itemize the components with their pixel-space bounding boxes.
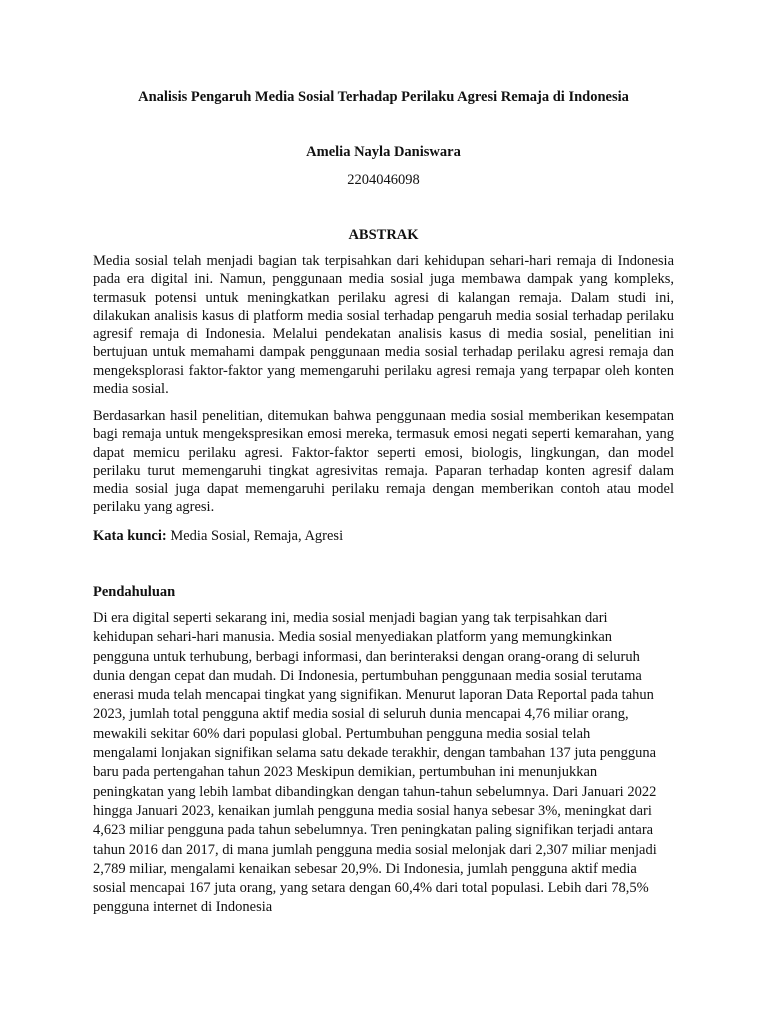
student-id: 2204046098 [347, 172, 420, 188]
keywords-value: Media Sosial, Remaja, Agresi [170, 528, 344, 544]
author-name: Amelia Nayla Daniswara [306, 144, 461, 160]
introduction-heading: Pendahuluan [93, 584, 176, 600]
abstract-heading: ABSTRAK [348, 227, 419, 243]
keywords-label: Kata kunci: [93, 528, 167, 544]
abstract-paragraph-2: Berdasarkan hasil penelitian, ditemukan bahwa penggunaan media sosial memberikan kesempatan bagi remaja untuk mengekspresikan emosi mereka, termasuk emosi negati seperti kemarahan, yang dapat memicu perilaku agresi. Faktor-faktor seperti emosi, biologis, lingkungan, dan model perilaku turut memengaruhi tingkat agresivitas remaja. Paparan terhadap konten agresif dalam media sosial juga dapat memengaruhi perilaku remaja dengan memberikan contoh atau model perilaku yang agresi. [93, 408, 674, 516]
introduction-text: Di era digital seperti sekarang ini, media sosial menjadi bagian yang tak terpisahkan dari kehidupan sehari-hari manusia. Media sosial menyediakan platform yang memungkinkan pengguna untuk terhubung, berbagi informasi, dan berinteraksi dengan orang-orang di seluruh dunia dengan cepat dan mudah. Di Indonesia, pertumbuhan penggunaan media sosial terutama enerasi muda telah mencapai tingkat yang signifikan. Menurut laporan Data Reportal pada tahun 2023, jumlah total pengguna aktif media sosial di seluruh dunia mencapai 4,76 miliar orang, mewakili sekitar 60% dari populasi global. Pertumbuhan pengguna media sosial telah mengalami lonjakan signifikan selama satu dekade terakhir, dengan tambahan 137 juta pengguna baru pada pertengahan tahun 2023 Meskipun demikian, pertumbuhan ini menunjukkan peningkatan yang lebih lambat dibandingkan dengan tahun-tahun sebelumnya. Dari Januari 2022 hingga Januari 2023, kenaikan jumlah pengguna media sosial hanya sebesar 3%, meningkat dari 4,623 miliar pengguna pada tahun sebelumnya. Tren peningkatan paling signifikan terjadi antara tahun 2016 dan 2017, di mana jumlah pengguna media sosial melonjak dari 2,307 miliar menjadi 2,789 miliar, mengalami kenaikan sebesar 20,9%. Di Indonesia, jumlah pengguna aktif media sosial mencapai 167 juta orang, yang setara dengan 60,4% dari total populasi. Lebih dari 78,5% pengguna internet di Indonesia [93, 610, 657, 916]
keywords [93, 526, 674, 546]
document-title: Analisis Pengaruh Media Sosial Terhadap Perilaku Agresi Remaja di Indonesia [138, 89, 629, 105]
abstract-paragraph-1: Media sosial telah menjadi bagian tak terpisahkan dari kehidupan sehari-hari remaja di Indonesia pada era digital ini. Namun, penggunaan media sosial juga membawa dampak yang kompleks, termasuk potensi untuk meningkatkan perilaku agresi di kalangan remaja. Dalam studi ini, dilakukan analisis kasus di platform media sosial terhadap pengaruh media sosial terhadap perilaku agresif remaja di Indonesia. Melalui pendekatan analisis kasus di media sosial, penelitian ini bertujuan untuk memahami dampak penggunaan media sosial terhadap perilaku agresi remaja dan mengeksplorasi faktor-faktor yang memengaruhi perilaku agresi remaja yang terpapar oleh konten media sosial. [93, 253, 674, 398]
